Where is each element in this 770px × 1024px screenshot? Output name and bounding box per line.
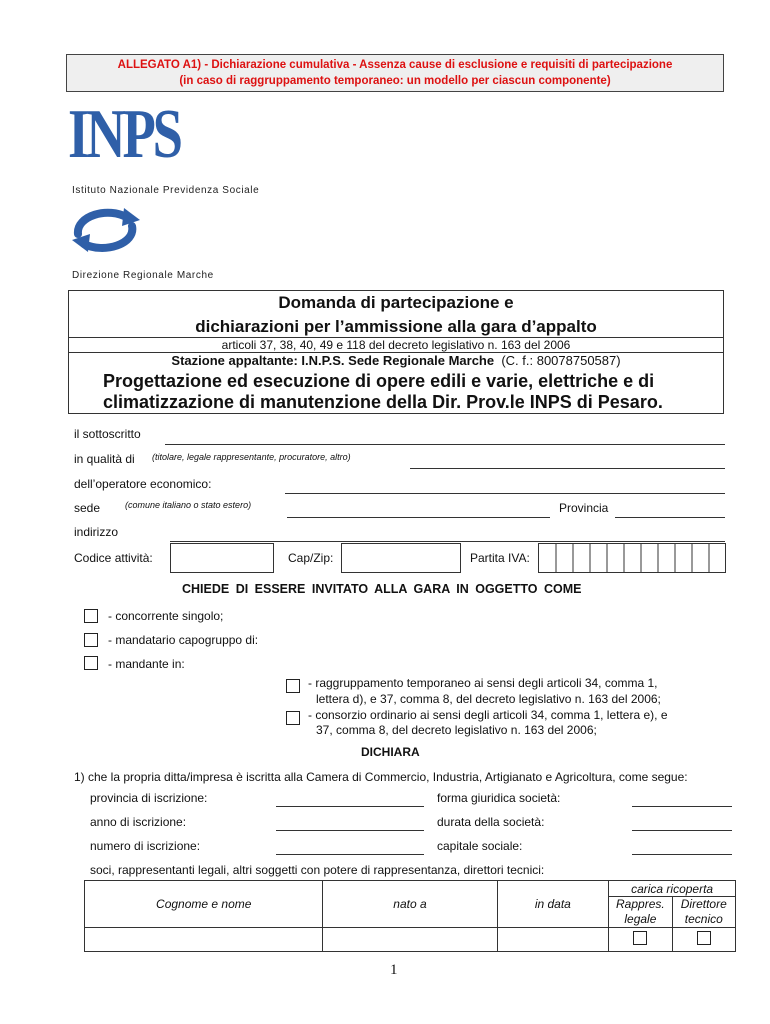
- inps-logo: INPS: [68, 96, 180, 173]
- mandante-label: - mandante in:: [108, 657, 185, 671]
- partita-iva-label: Partita IVA:: [470, 551, 530, 565]
- numero-iscrizione-field[interactable]: [276, 854, 424, 855]
- cap-field[interactable]: [341, 543, 461, 573]
- inps-subtitle: Istituto Nazionale Previdenza Sociale: [72, 185, 260, 196]
- title-line1: Domanda di partecipazione e: [278, 293, 514, 312]
- cell-cognome[interactable]: [85, 928, 323, 952]
- forma-giuridica-label: forma giuridica società:: [437, 791, 561, 805]
- col-rappresentante-l2: legale: [624, 912, 657, 926]
- cell-rappresentante: [609, 928, 672, 952]
- chiede-heading: CHIEDE DI ESSERE INVITATO ALLA GARA IN OGGETTO COME: [182, 582, 582, 596]
- cell-data[interactable]: [497, 928, 609, 952]
- dichiara-heading: DICHIARA: [361, 745, 420, 759]
- soci-label: soci, rappresentanti legali, altri soggetti con potere di rappresentanza, direttori tecnici:: [90, 863, 545, 877]
- col-direttore-l1: Direttore: [680, 897, 727, 911]
- codice-attivita-label: Codice attività:: [74, 551, 153, 565]
- raggruppamento-checkbox[interactable]: [286, 679, 300, 693]
- direttore-checkbox[interactable]: [697, 931, 711, 945]
- mandante-checkbox[interactable]: [84, 656, 98, 670]
- inps-emblem-icon: [68, 204, 142, 256]
- oggetto-line1: Progettazione ed esecuzione di opere edili e varie, elettriche e di: [103, 371, 655, 391]
- provincia-label: Provincia: [559, 501, 609, 515]
- consorzio-line1: - consorzio ordinario ai sensi degli articoli 34, comma 1, lettera e), e: [308, 708, 668, 722]
- cell-nato[interactable]: [323, 928, 497, 952]
- cap-label: Cap/Zip:: [288, 551, 334, 565]
- cell-direttore: [672, 928, 735, 952]
- capitale-field[interactable]: [632, 854, 732, 855]
- anno-iscrizione-label: anno di iscrizione:: [90, 815, 187, 829]
- mandatario-checkbox[interactable]: [84, 633, 98, 647]
- raggruppamento-line2: lettera d), e 37, comma 8, del decreto legislativo n. 163 del 2006;: [316, 692, 661, 706]
- stazione-line: [69, 353, 723, 368]
- durata-label: durata della società:: [437, 815, 545, 829]
- title-line2: dichiarazioni per l’ammissione alla gara d’appalto: [195, 317, 597, 336]
- operatore-label: dell’operatore economico:: [74, 477, 212, 491]
- sede-field[interactable]: [287, 517, 550, 518]
- title-box: [68, 290, 724, 414]
- anno-iscrizione-field[interactable]: [276, 830, 424, 831]
- partita-iva-field[interactable]: [538, 543, 726, 573]
- col-rappresentante-l1: Rappres.: [616, 897, 665, 911]
- raggruppamento-line1: - raggruppamento temporaneo ai sensi degli articoli 34, comma 1,: [308, 676, 658, 690]
- sede-hint: (comune italiano o stato estero): [125, 500, 252, 510]
- soci-table: [84, 880, 736, 952]
- allegato-header: [66, 54, 724, 92]
- qualita-field[interactable]: [410, 468, 725, 469]
- provincia-iscrizione-field[interactable]: [276, 806, 424, 807]
- operatore-field[interactable]: [285, 493, 725, 494]
- col-data: in data: [497, 881, 609, 928]
- codice-attivita-field[interactable]: [170, 543, 274, 573]
- stazione-cf: (C. f.: 80078750587): [501, 353, 621, 368]
- consorzio-checkbox[interactable]: [286, 711, 300, 725]
- allegato-header-line2: (in caso di raggruppamento temporaneo: un modello per ciascun componente): [179, 75, 611, 87]
- sede-label: sede: [74, 501, 101, 515]
- allegato-header-line1: ALLEGATO A1) - Dichiarazione cumulativa - Assenza cause di esclusione e requisiti di partecipazione: [117, 59, 673, 71]
- page-number: 1: [390, 962, 398, 978]
- col-carica: carica ricoperta: [609, 881, 736, 897]
- rappresentante-checkbox[interactable]: [633, 931, 647, 945]
- durata-field[interactable]: [632, 830, 732, 831]
- qualita-hint: (titolare, legale rappresentante, procuratore, altro): [152, 452, 351, 462]
- capitale-label: capitale sociale:: [437, 839, 523, 853]
- col-nato: nato a: [323, 881, 497, 928]
- point1-text: 1) che la propria ditta/impresa è iscritta alla Camera di Commercio, Industria, Artigianato e Agricoltura, come segue:: [74, 770, 688, 784]
- col-direttore: [672, 897, 735, 928]
- direzione-label: Direzione Regionale Marche: [72, 270, 214, 281]
- col-cognome: Cognome e nome: [85, 881, 323, 928]
- provincia-iscrizione-label: provincia di iscrizione:: [90, 791, 208, 805]
- sottoscritto-field[interactable]: [165, 444, 725, 445]
- provincia-field[interactable]: [615, 517, 725, 518]
- mandatario-label: - mandatario capogruppo di:: [108, 633, 259, 647]
- concorrente-singolo-label: - concorrente singolo;: [108, 609, 224, 623]
- indirizzo-field[interactable]: [170, 541, 725, 542]
- consorzio-line2: 37, comma 8, del decreto legislativo n. 163 del 2006;: [316, 723, 597, 737]
- concorrente-singolo-checkbox[interactable]: [84, 609, 98, 623]
- sottoscritto-label: il sottoscritto: [74, 427, 141, 441]
- numero-iscrizione-label: numero di iscrizione:: [90, 839, 201, 853]
- stazione-label: Stazione appaltante: I.N.P.S. Sede Regionale Marche: [171, 353, 495, 368]
- oggetto-line2: climatizzazione di manutenzione della Dir. Prov.le INPS di Pesaro.: [103, 392, 663, 412]
- forma-giuridica-field[interactable]: [632, 806, 732, 807]
- table-row: [85, 928, 736, 952]
- indirizzo-label: indirizzo: [74, 525, 119, 539]
- qualita-label: in qualità di: [74, 452, 135, 466]
- col-rappresentante: [609, 897, 672, 928]
- articoli-line: articoli 37, 38, 40, 49 e 118 del decreto legislativo n. 163 del 2006: [221, 338, 571, 352]
- col-direttore-l2: tecnico: [684, 912, 723, 926]
